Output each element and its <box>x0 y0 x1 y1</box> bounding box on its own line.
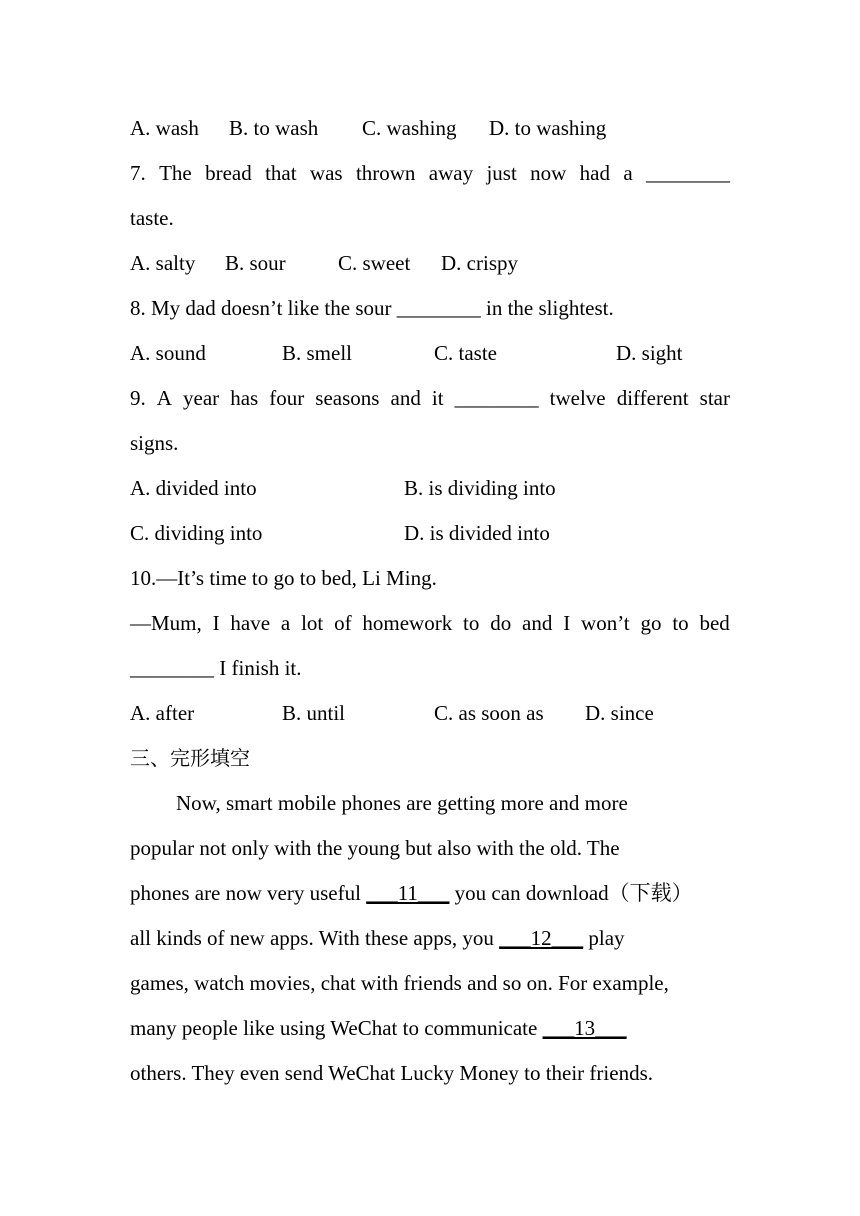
blank-11[interactable]: ___11___ <box>366 881 450 905</box>
q9-word: seasons <box>315 386 380 410</box>
q9-word: twelve <box>549 386 606 410</box>
section-title: 三、完形填空 <box>130 746 250 770</box>
q9-word: four <box>269 386 305 410</box>
q7-word: now <box>530 161 567 185</box>
q9-word: it <box>431 386 444 410</box>
passage-line-2: popular not only with the young but also with the old. The <box>130 836 620 860</box>
passage-text: all kinds of new apps. With these apps, you <box>130 926 500 950</box>
q6-option-a[interactable]: A. wash <box>130 116 199 140</box>
q9-word: A <box>156 386 172 410</box>
q10-option-a[interactable]: A. after <box>130 701 195 725</box>
q9-word: ________ <box>454 386 539 410</box>
passage-text: phones are now very useful <box>130 881 367 905</box>
blank-12[interactable]: ___12___ <box>499 926 584 950</box>
q7-word: was <box>309 161 343 185</box>
q9-word: has <box>230 386 259 410</box>
q7-word: thrown <box>355 161 416 185</box>
q6-options <box>130 114 607 142</box>
q9-option-c[interactable]: C. dividing into <box>130 521 263 545</box>
q7-word: that <box>265 161 297 185</box>
q7-question-line1 <box>130 159 730 187</box>
blank-13[interactable]: ___13___ <box>542 1016 627 1040</box>
passage-text: you can download（下载） <box>449 881 693 905</box>
q9-word: star <box>699 386 730 410</box>
q7-options <box>130 249 518 277</box>
q10-word: of <box>334 611 352 635</box>
q8-option-c[interactable]: C. taste <box>434 341 497 365</box>
q7-word: had <box>579 161 610 185</box>
q10-question-line3: ________ I finish it. <box>130 656 302 680</box>
passage-line-1: Now, smart mobile phones are getting more and more <box>176 791 628 815</box>
q7-word: 7. <box>130 161 146 185</box>
q9-word: year <box>183 386 220 410</box>
q7-word: away <box>428 161 474 185</box>
passage-line-6 <box>130 1014 627 1042</box>
q10-word: won’t <box>581 611 630 635</box>
q10-question-line2 <box>130 609 730 637</box>
q8-option-b[interactable]: B. smell <box>282 341 353 365</box>
q9-option-b[interactable]: B. is dividing into <box>404 476 556 500</box>
q9-word: and <box>390 386 421 410</box>
q10-word: bed <box>699 611 730 635</box>
q8-option-a[interactable]: A. sound <box>130 341 206 365</box>
q8-option-d[interactable]: D. sight <box>616 341 683 365</box>
q6-option-c[interactable]: C. washing <box>362 116 457 140</box>
q7-word: just <box>486 161 517 185</box>
q7-question-line2: taste. <box>130 206 174 230</box>
passage-line-4 <box>130 924 625 952</box>
q10-word: do <box>490 611 512 635</box>
q9-question-line2: signs. <box>130 431 179 455</box>
q10-word: —Mum, <box>130 611 202 635</box>
q10-options <box>130 699 654 727</box>
q6-option-b[interactable]: B. to wash <box>229 116 319 140</box>
passage-text: many people like using WeChat to communicate <box>130 1016 543 1040</box>
q10-option-b[interactable]: B. until <box>282 701 346 725</box>
q6-option-d[interactable]: D. to washing <box>489 116 607 140</box>
q10-word: and <box>522 611 553 635</box>
q9-word: 9. <box>130 386 146 410</box>
q8-question: 8. My dad doesn’t like the sour ________ in the slightest. <box>130 296 614 320</box>
passage-line-5: games, watch movies, chat with friends and so on. For example, <box>130 971 669 995</box>
q10-word: lot <box>301 611 324 635</box>
q8-options <box>130 339 683 367</box>
q10-option-c[interactable]: C. as soon as <box>434 701 544 725</box>
q7-word: bread <box>205 161 252 185</box>
q10-word: to <box>672 611 689 635</box>
q9-options-row2 <box>130 519 550 547</box>
q7-option-c[interactable]: C. sweet <box>338 251 411 275</box>
q7-word: The <box>159 161 192 185</box>
q10-word: I <box>563 611 571 635</box>
q9-option-a[interactable]: A. divided into <box>130 476 257 500</box>
q9-question-line1 <box>130 384 730 412</box>
q10-word: I <box>212 611 220 635</box>
q9-options-row1 <box>130 474 556 502</box>
q10-word: homework <box>362 611 453 635</box>
q9-word: different <box>616 386 689 410</box>
passage-text: play <box>583 926 625 950</box>
q10-word: go <box>640 611 662 635</box>
q10-question-line1: 10.—It’s time to go to bed, Li Ming. <box>130 566 437 590</box>
q7-option-a[interactable]: A. salty <box>130 251 196 275</box>
q9-option-d[interactable]: D. is divided into <box>404 521 550 545</box>
q7-option-d[interactable]: D. crispy <box>441 251 518 275</box>
passage-line-3 <box>130 879 693 907</box>
q10-word: a <box>280 611 291 635</box>
q10-option-d[interactable]: D. since <box>585 701 654 725</box>
q7-word: a <box>623 161 633 185</box>
q7-word: ________ <box>645 161 730 185</box>
q7-option-b[interactable]: B. sour <box>225 251 286 275</box>
q10-word: to <box>463 611 480 635</box>
q10-word: have <box>230 611 271 635</box>
passage-line-7: others. They even send WeChat Lucky Money to their friends. <box>130 1061 653 1085</box>
